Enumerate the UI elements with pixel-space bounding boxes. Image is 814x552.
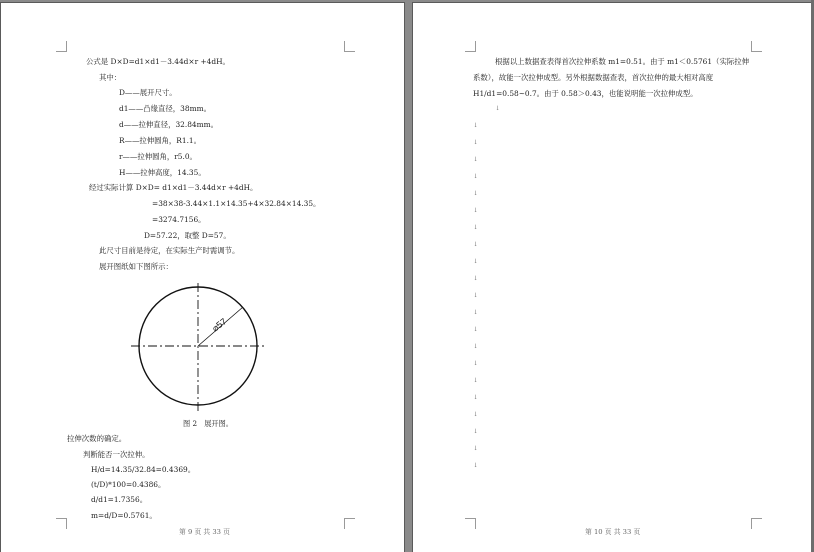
paragraph-mark: ↓ [473, 139, 479, 146]
margin-corner-bottom-right [751, 518, 762, 529]
paragraph-mark: ↓ [473, 343, 479, 350]
margin-corner-bottom-left [56, 518, 67, 529]
subsection-heading: 判断能否一次拉伸。 [83, 450, 150, 459]
calculation-step-2: =3274.7156。 [152, 215, 206, 224]
paragraph-mark: ↓ [473, 360, 479, 367]
figure-caption: 图 2 展开图。 [183, 419, 233, 428]
document-page-9 [1, 3, 404, 552]
diameter-label: ⌀57 [210, 316, 229, 334]
paragraph-mark: ↓ [473, 275, 479, 282]
blank-development-figure [131, 283, 266, 413]
calculation-step-1: =38×38-3.44×1.1×14.35+4×32.84×14.35。 [152, 199, 321, 208]
paragraph-mark: ↓ [473, 309, 479, 316]
margin-corner-top-left [465, 41, 476, 52]
ratio-d-d1: d/d1=1.7356。 [91, 495, 148, 504]
paragraph-mark: ↓ [473, 207, 479, 214]
figure-intro: 展开图纸如下图所示： [99, 262, 173, 271]
ratio-h-d: H/d=14.35/32.84=0.4369。 [91, 465, 196, 474]
ratio-t-D: (t/D)*100=0.4386。 [91, 480, 166, 489]
coefficient-m: m=d/D=0.5761。 [91, 511, 157, 520]
definition-H: H——拉伸高度，14.35。 [119, 168, 206, 177]
calculation-result: D=57.22，取整 D=57。 [144, 231, 231, 240]
paragraph-mark: ↓ [473, 122, 479, 129]
definition-D: D——展开尺寸。 [119, 88, 177, 97]
definition-d1: d1——凸缘直径，38mm。 [119, 104, 211, 113]
paragraph-mark: ↓ [473, 241, 479, 248]
paragraph-mark: ↓ [495, 105, 501, 112]
margin-corner-bottom-left [465, 518, 476, 529]
margin-corner-top-right [751, 41, 762, 52]
paragraph-mark: ↓ [473, 428, 479, 435]
paragraph-line-3: H1/d1=0.58~0.7。由于 0.58＞0.43，也能说明能一次拉伸成型。 [473, 89, 698, 98]
paragraph-mark: ↓ [473, 190, 479, 197]
paragraph-mark: ↓ [473, 394, 479, 401]
margin-corner-top-left [56, 41, 67, 52]
paragraph-mark: ↓ [473, 462, 479, 469]
paragraph-mark: ↓ [473, 411, 479, 418]
formula-line: 公式是 D×D=d1×d1－3.44d×r +4dH。 [86, 57, 230, 66]
where-label: 其中： [99, 73, 122, 82]
page-footer: 第 10 页 共 33 页 [585, 528, 641, 536]
margin-corner-top-right [344, 41, 355, 52]
page-footer: 第 9 页 共 33 页 [179, 528, 230, 536]
calculation-line: 经过实际计算 D×D= d1×d1－3.44d×r +4dH。 [89, 183, 258, 192]
definition-R: R——拉伸圆角，R1.1。 [119, 136, 202, 145]
paragraph-line-2: 系数），故能一次拉伸成型。另外根据数据查表，首次拉伸的最大相对高度 [473, 73, 714, 82]
margin-corner-bottom-right [344, 518, 355, 529]
paragraph-mark: ↓ [473, 292, 479, 299]
paragraph-mark: ↓ [473, 156, 479, 163]
paragraph-mark: ↓ [473, 258, 479, 265]
paragraph-mark: ↓ [473, 224, 479, 231]
paragraph-mark: ↓ [473, 445, 479, 452]
definition-d: d——拉伸直径，32.84mm。 [119, 120, 219, 129]
definition-r: r——拉伸圆角，r5.0。 [119, 152, 197, 161]
paragraph-mark: ↓ [473, 173, 479, 180]
paragraph-line-1: 根据以上数据查表得首次拉伸系数 m1=0.51。由于 m1＜0.5761（实际拉伸 [495, 57, 750, 66]
note-line: 此尺寸目前是待定，在实际生产时需调节。 [99, 246, 240, 255]
paragraph-mark: ↓ [473, 377, 479, 384]
document-page-10 [413, 3, 811, 552]
section-heading: 拉伸次数的确定。 [67, 434, 127, 443]
paragraph-mark: ↓ [473, 326, 479, 333]
